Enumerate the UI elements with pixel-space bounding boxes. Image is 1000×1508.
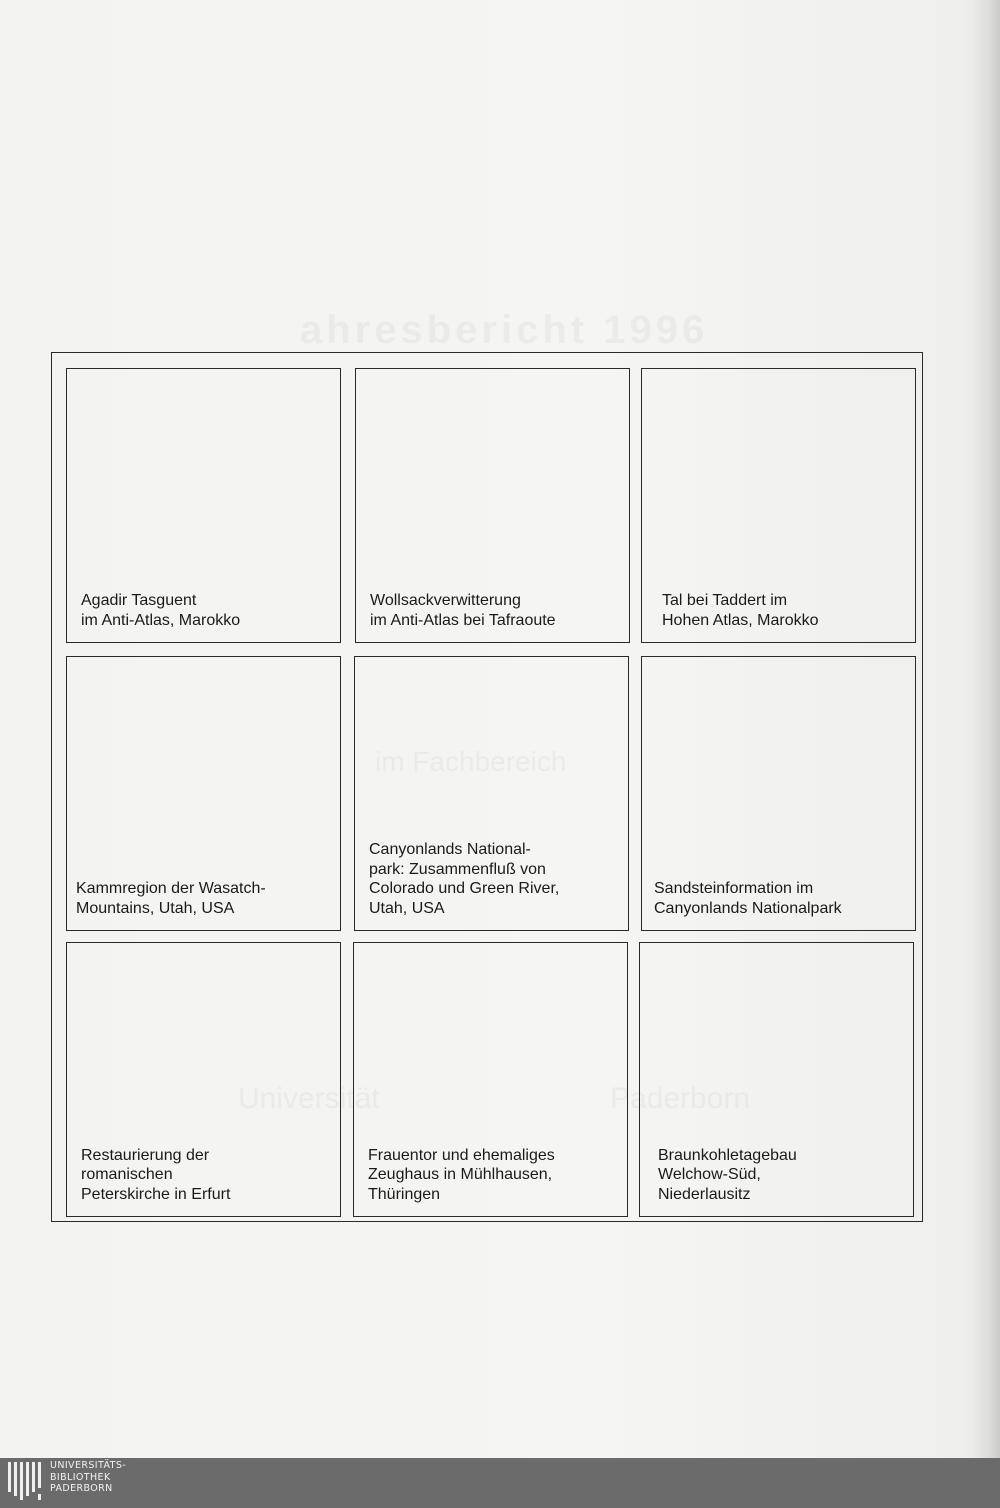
logo-line-2: BIBLIOTHEK xyxy=(50,1471,111,1483)
caption-2: Wollsackverwitterung im Anti-Atlas bei Tafraoute xyxy=(370,592,556,629)
caption-3: Tal bei Taddert im Hohen Atlas, Marokko xyxy=(662,592,819,629)
caption-9: Braunkohletagebau Welchow-Süd, Niederlausitz xyxy=(658,1146,797,1203)
caption-1: Agadir Tasguent im Anti-Atlas, Marokko xyxy=(81,592,241,629)
show-through-title: ahresbericht 1996 xyxy=(300,308,709,352)
show-through-right: Paderborn xyxy=(610,1082,751,1115)
library-logo-icon xyxy=(6,1462,46,1504)
caption-7: Restaurierung der romanischen Peterskirche in Erfurt xyxy=(81,1146,231,1203)
image-placeholder-5 xyxy=(354,656,629,931)
image-placeholder-9 xyxy=(639,942,914,1217)
library-footer-bar xyxy=(0,1458,1000,1508)
image-placeholder-4 xyxy=(66,656,341,931)
show-through-subtitle: im Fachbereich xyxy=(375,746,567,777)
library-logo-text xyxy=(50,1460,126,1495)
page-edge-shadow xyxy=(972,0,1000,1458)
caption-5: Canyonlands National- park: Zusammenfluß von Colorado und Green River, Utah, USA xyxy=(369,841,560,917)
caption-4: Kammregion der Wasatch- Mountains, Utah, USA xyxy=(76,880,266,917)
caption-8: Frauentor und ehemaliges Zeughaus in Mühlhausen, Thüringen xyxy=(368,1146,555,1203)
image-placeholder-8 xyxy=(353,942,628,1217)
image-placeholder-7 xyxy=(66,942,341,1217)
image-placeholder-6 xyxy=(641,656,916,931)
caption-6: Sandsteinformation im Canyonlands Nationalpark xyxy=(654,880,842,917)
image-placeholder-1 xyxy=(66,368,341,643)
logo-line-1: UNIVERSITÄTS- xyxy=(50,1460,127,1471)
image-placeholder-2 xyxy=(355,368,630,643)
show-through-left: Universität xyxy=(238,1082,380,1115)
image-placeholder-3 xyxy=(641,368,916,643)
logo-line-3: PADERBORN xyxy=(50,1483,113,1494)
